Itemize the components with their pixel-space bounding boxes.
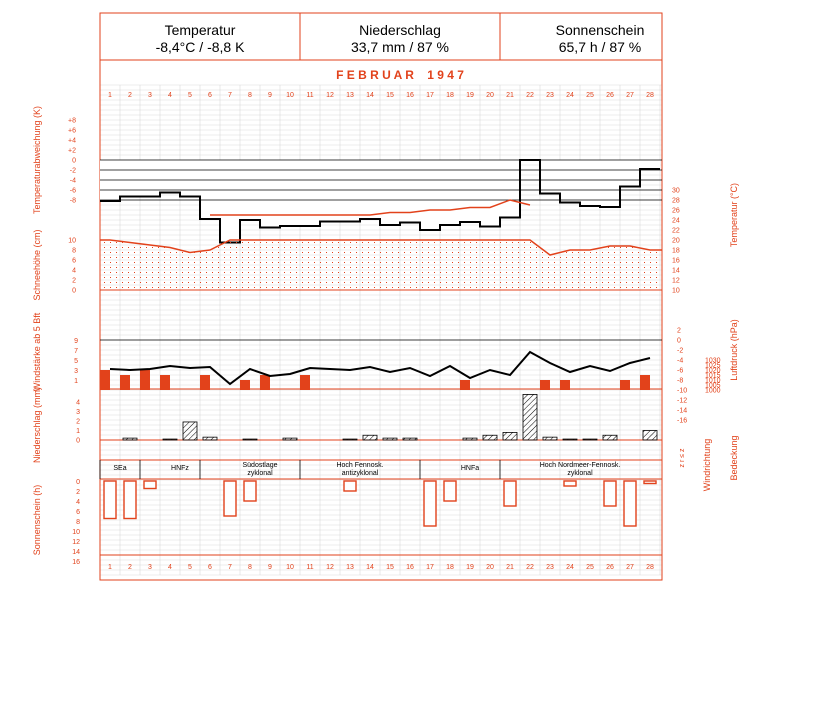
temperature-tick: 26 — [672, 207, 680, 215]
sunshine-bar — [124, 481, 136, 519]
precip-tick: 4 — [76, 399, 80, 407]
day-label-bottom: 27 — [626, 564, 634, 571]
day-label-top: 18 — [446, 92, 454, 99]
sunshine-tick: 14 — [72, 549, 80, 556]
day-label-bottom: 19 — [466, 564, 474, 571]
temperature-tick: 18 — [672, 247, 680, 255]
temperature-tick: 10 — [672, 287, 680, 295]
day-label-top: 16 — [406, 92, 414, 99]
snow-tick: 10 — [68, 237, 76, 245]
day-label-top: 21 — [506, 92, 514, 99]
sunshine-bar — [624, 481, 636, 526]
temp-anomaly-tick: -2 — [69, 167, 76, 175]
wind-bar — [540, 380, 550, 390]
temp-anomaly-bar — [120, 160, 140, 197]
temp-anomaly-axis-label: Temperaturabweichung (K) — [32, 105, 42, 215]
precip-bar — [503, 432, 517, 440]
day-label-top: 10 — [286, 92, 294, 99]
wind-dir-ticks: z r ≤ z — [679, 448, 686, 468]
sunshine-tick: 4 — [76, 499, 80, 506]
snow-tick: 6 — [72, 257, 76, 265]
pressure-anomaly-tick: -16 — [677, 417, 688, 425]
temp-anomaly-bar — [180, 160, 200, 197]
temperature-tick: 20 — [672, 237, 680, 245]
sunshine-tick: 8 — [76, 519, 80, 526]
precip-value: 33,7 mm / 87 % — [350, 39, 450, 55]
temp-anomaly-bar — [500, 160, 520, 218]
wind-bar — [300, 375, 310, 390]
weather-type-label: Südostlage — [242, 462, 278, 469]
sun-value: 65,7 h / 87 % — [558, 39, 642, 55]
temp-anomaly-bar — [560, 160, 580, 203]
temp-anomaly-bar — [320, 160, 340, 222]
temp-anomaly-tick: +4 — [68, 137, 76, 145]
pressure-hpa-tick: 1030 — [705, 357, 721, 365]
temperature-tick: 16 — [672, 257, 680, 265]
snow-axis-label: Schneehöhe (cm) — [32, 229, 42, 301]
day-label-bottom: 10 — [286, 564, 294, 571]
day-label-top: 14 — [366, 92, 374, 99]
wind-bar — [160, 375, 170, 390]
day-label-bottom: 6 — [208, 564, 212, 571]
sun-title: Sonnenschein — [555, 22, 645, 38]
sunshine-bar — [564, 481, 576, 486]
wind-bar — [120, 375, 130, 390]
wind-tick: 9 — [74, 338, 78, 345]
day-label-bottom: 18 — [446, 564, 454, 571]
sunshine-bar — [424, 481, 436, 526]
weather-type-label: antizyklonal — [341, 470, 379, 477]
weather-type-label: zyklonal — [567, 470, 593, 477]
chart-grid — [100, 85, 662, 575]
temperature-axis-label: Temperatur (°C) — [729, 182, 739, 248]
wind-bar — [260, 375, 270, 390]
precip-bar — [403, 438, 417, 440]
temp-anomaly-bar — [620, 160, 640, 187]
day-label-bottom: 14 — [366, 564, 374, 571]
day-label-bottom: 12 — [326, 564, 334, 571]
snow-area — [100, 240, 662, 290]
day-label-bottom: 5 — [188, 564, 192, 571]
snow-tick: 0 — [72, 287, 76, 295]
day-label-top: 15 — [386, 92, 394, 99]
wind-bar — [460, 380, 470, 390]
temp-anomaly-bar — [160, 160, 180, 193]
pressure-hpa-tick: 1010 — [705, 377, 721, 385]
temperature-tick: 22 — [672, 227, 680, 235]
precip-tick: 2 — [76, 418, 80, 426]
weather-type-label: HNFa — [460, 465, 480, 472]
day-label-bottom: 11 — [306, 564, 314, 571]
day-label-top: 27 — [626, 92, 634, 99]
day-label-top: 4 — [168, 92, 172, 99]
day-label-top: 5 — [188, 92, 192, 99]
pressure-anomaly-tick: -6 — [677, 367, 684, 375]
precip-bar — [603, 435, 617, 440]
snow-tick: 2 — [72, 277, 76, 285]
temperature-tick: 24 — [672, 217, 680, 225]
day-label-bottom: 4 — [168, 564, 172, 571]
wind-bar — [640, 375, 650, 390]
weather-type-label: Hoch Fennosk. — [336, 462, 384, 469]
sunshine-tick: 2 — [76, 489, 80, 496]
day-label-top: 26 — [606, 92, 614, 99]
sunshine-bar — [644, 481, 656, 484]
pressure-axis-label: Luftdruck (hPa) — [729, 319, 739, 381]
sunshine-bar — [344, 481, 356, 491]
temp-anomaly-tick: +6 — [68, 127, 76, 135]
sunshine-tick: 6 — [76, 509, 80, 516]
day-label-top: 28 — [646, 92, 654, 99]
day-label-bottom: 25 — [586, 564, 594, 571]
sunshine-tick: 0 — [76, 479, 80, 486]
sunshine-axis-label: Sonnenschein (h) — [32, 484, 42, 556]
month-title: F E B R U A R 1 9 4 7 — [336, 68, 464, 82]
day-label-top: 9 — [268, 92, 272, 99]
temp-anomaly-tick: -6 — [69, 187, 76, 195]
precip-bar — [203, 437, 217, 440]
pressure-anomaly-tick: -2 — [677, 347, 684, 355]
temperature-title: Temperatur — [164, 22, 236, 38]
pressure-hpa-tick: 1025 — [705, 362, 721, 370]
temp-anomaly-bar — [220, 160, 240, 243]
temp-anomaly-bar — [580, 160, 600, 206]
precip-bar — [563, 439, 577, 440]
temp-anomaly-bar — [460, 160, 480, 222]
temp-anomaly-tick: 0 — [72, 157, 76, 165]
temp-anomaly-bar — [100, 160, 120, 201]
precip-bar — [523, 394, 537, 440]
snow-tick: 8 — [72, 247, 76, 255]
wind-tick: 3 — [74, 368, 78, 375]
chart-marks — [68, 92, 721, 571]
sunshine-bar — [604, 481, 616, 506]
temp-anomaly-bar — [360, 160, 380, 219]
precip-tick: 1 — [76, 428, 80, 435]
day-label-top: 13 — [346, 92, 354, 99]
day-label-top: 3 — [148, 92, 152, 99]
day-label-bottom: 3 — [148, 564, 152, 571]
pressure-anomaly-tick: -10 — [677, 387, 688, 395]
temp-anomaly-bar — [140, 160, 160, 197]
temp-anomaly-tick: -8 — [69, 197, 76, 205]
day-label-top: 22 — [526, 92, 534, 99]
day-label-bottom: 21 — [506, 564, 514, 571]
precip-bar — [183, 422, 197, 440]
precip-bar — [383, 438, 397, 440]
sunshine-bar — [504, 481, 516, 506]
temperature-value: -8,4°C / -8,8 K — [155, 39, 245, 55]
wind-bar — [560, 380, 570, 390]
pressure-hpa-tick: 1020 — [705, 367, 721, 375]
temp-anomaly-tick: -4 — [69, 177, 76, 185]
precip-bar — [543, 437, 557, 440]
day-label-bottom: 1 — [108, 564, 112, 571]
day-label-bottom: 17 — [426, 564, 434, 571]
day-label-top: 7 — [228, 92, 232, 99]
precip-tick: 0 — [76, 437, 80, 445]
day-label-top: 17 — [426, 92, 434, 99]
snow-tick: 4 — [72, 267, 76, 275]
day-label-bottom: 23 — [546, 564, 554, 571]
day-label-bottom: 22 — [526, 564, 534, 571]
precip-bar — [483, 435, 497, 440]
temp-anomaly-bar — [340, 160, 360, 222]
temp-anomaly-tick: +2 — [68, 147, 76, 155]
day-label-top: 24 — [566, 92, 574, 99]
day-label-bottom: 9 — [268, 564, 272, 571]
day-label-top: 25 — [586, 92, 594, 99]
temperature-tick: 12 — [672, 277, 680, 285]
sunshine-bar — [144, 481, 156, 489]
day-label-top: 23 — [546, 92, 554, 99]
sunshine-tick: 10 — [72, 529, 80, 536]
day-label-top: 19 — [466, 92, 474, 99]
temp-anomaly-bar — [420, 160, 440, 230]
pressure-anomaly-tick: -12 — [677, 397, 688, 405]
pressure-anomaly-tick: 2 — [677, 327, 681, 335]
wind-bar — [100, 370, 110, 390]
day-label-bottom: 26 — [606, 564, 614, 571]
day-label-top: 12 — [326, 92, 334, 99]
sunshine-tick: 12 — [72, 539, 80, 546]
temp-anomaly-bar — [640, 160, 660, 169]
wind-bar — [240, 380, 250, 390]
day-label-bottom: 7 — [228, 564, 232, 571]
day-label-top: 20 — [486, 92, 494, 99]
precip-bar — [163, 439, 177, 440]
day-label-top: 11 — [306, 92, 314, 99]
temp-anomaly-bar — [540, 160, 560, 194]
precip-bar — [463, 438, 477, 440]
temperature-tick: 28 — [672, 197, 680, 205]
pressure-hpa-tick: 1005 — [705, 382, 721, 390]
precip-axis-label: Niederschlag (mm) — [32, 386, 42, 464]
day-label-bottom: 20 — [486, 564, 494, 571]
wind-tick: 5 — [74, 358, 78, 365]
weather-type-label: HNFz — [171, 465, 189, 472]
wind-bar — [200, 375, 210, 390]
pressure-hpa-tick: 1000 — [705, 387, 721, 395]
temp-anomaly-tick: +8 — [68, 117, 76, 125]
wind-bar — [140, 370, 150, 390]
precip-bar — [583, 439, 597, 440]
day-label-top: 6 — [208, 92, 212, 99]
precip-bar — [123, 438, 137, 440]
weather-type-label: Hoch Nordmeer-Fennosk. — [539, 462, 621, 469]
precip-bar — [283, 438, 297, 440]
temperature-tick: 14 — [672, 267, 680, 275]
wind-tick: 7 — [74, 348, 78, 355]
day-label-bottom: 28 — [646, 564, 654, 571]
pressure-hpa-tick: 1015 — [705, 372, 721, 380]
day-label-bottom: 15 — [386, 564, 394, 571]
sunshine-bar — [224, 481, 236, 516]
day-label-bottom: 8 — [248, 564, 252, 571]
precip-title: Niederschlag — [359, 22, 441, 38]
day-label-bottom: 13 — [346, 564, 354, 571]
pressure-anomaly-tick: -8 — [677, 377, 684, 385]
day-label-top: 2 — [128, 92, 132, 99]
precip-bar — [363, 435, 377, 440]
sunshine-bar — [104, 481, 116, 519]
wind-dir-axis-label: Windrichtung — [702, 438, 712, 492]
weather-type-label: zyklonal — [247, 470, 273, 477]
pressure-anomaly-tick: 0 — [677, 337, 681, 345]
weather-type-label: SEa — [113, 465, 127, 472]
precip-bar — [643, 431, 657, 441]
day-label-top: 1 — [108, 92, 112, 99]
day-label-top: 8 — [248, 92, 252, 99]
wind-bar — [620, 380, 630, 390]
sunshine-bar — [444, 481, 456, 501]
day-label-bottom: 16 — [406, 564, 414, 571]
cloud-axis-label: Bedeckung — [729, 435, 739, 481]
day-label-bottom: 2 — [128, 564, 132, 571]
temperature-tick: 30 — [672, 187, 680, 195]
day-label-bottom: 24 — [566, 564, 574, 571]
wind-axis-label: Windstärke ab 5 Bft — [32, 312, 42, 392]
precip-bar — [343, 439, 357, 440]
sunshine-tick: 16 — [72, 559, 80, 566]
precip-tick: 3 — [76, 409, 80, 416]
wind-tick: 1 — [74, 378, 78, 385]
precip-bar — [243, 439, 257, 440]
temp-anomaly-bar — [200, 160, 220, 219]
sunshine-bar — [244, 481, 256, 501]
pressure-anomaly-tick: -4 — [677, 357, 684, 365]
pressure-anomaly-tick: -14 — [677, 407, 688, 415]
